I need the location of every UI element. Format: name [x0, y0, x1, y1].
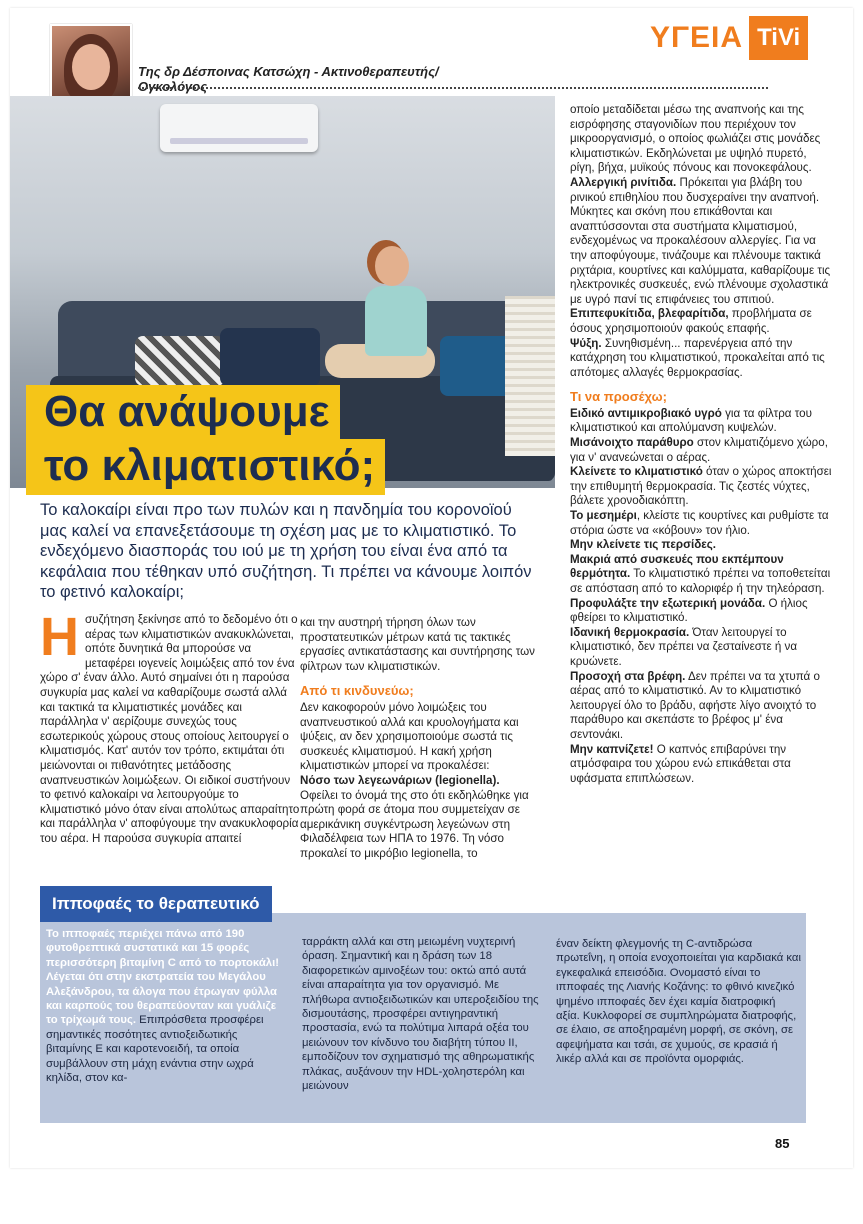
legionella-continued: οποίο μεταδίδεται μέσω της αναπνοής και της εισρόφησης σταγονιδίων που περιέχουν τον μικροοργανισμό, ο οποίος φωλιάζει στις μονάδες κλιματιστικών. Εκδηλώνεται με υψηλό πυρετό, ρίγη, βήχα, μυϊκούς πόνους και πονοκεφάλους.: [570, 103, 821, 175]
byline-author: Της δρ Δέσποινας Κατσώχη - Ακτινοθεραπευτής/Ογκολόγος: [138, 64, 439, 94]
drop-cap: Η: [40, 607, 79, 667]
body-column-3: [570, 103, 832, 786]
body-column-2: [300, 616, 552, 862]
tip-text: στον κλιματιζόμενο χώρο, για ν' ανανεώνεται ο αέρας.: [570, 436, 828, 464]
title-line-1: Θα ανάψουμε: [26, 385, 340, 441]
tip-item: [570, 743, 832, 787]
tip-text: για τα φίλτρα του κλιματιστικού και απολύμανση κυψελών.: [570, 406, 812, 435]
woman-body: [365, 286, 427, 356]
magazine-page: [10, 8, 853, 1168]
legionella-title: Νόσο των λεγεωνάριων (legionella).: [300, 773, 500, 787]
knitted-blanket: [505, 296, 555, 456]
tip-title: Προσοχή στα βρέφη.: [570, 669, 686, 683]
article-lead: Το καλοκαίρι είναι προ των πυλών και η πανδημία του κορονοϊού μας καλεί να επανεξετάσουμε τη σχέση μας με το κλιματιστικό. Το ενδεχόμενο διασποράς του ιού με τη χρήση του είναι ένα από τα κεφάλαια που τέθηκαν υπό συζήτηση. Τι πρέπει να κάνουμε λοιπόν το φετινό καλοκαίρι;: [40, 501, 532, 601]
tip-title: Μακριά από συσκευές που εκπέμπουν θερμότητα.: [570, 552, 784, 581]
care-heading: Τι να προσέχω;: [570, 389, 667, 405]
title-line-2: το κλιματιστικό;: [26, 439, 385, 495]
tip-title: Μην καπνίζετε!: [570, 742, 654, 756]
tip-item: [570, 436, 832, 465]
section-name: ΥΓΕΙΑ: [650, 21, 744, 54]
tip-text: όταν ο χώρος αποκτήσει την επιθυμητή θερμοκρασία. Τις ζεστές νύχτες, βάλετε χρονοδιακόπτη.: [570, 465, 832, 508]
tip-title: Προφυλάξτε την εξωτερική μονάδα.: [570, 596, 766, 610]
tip-item: [570, 407, 832, 436]
box-text-1: Επιπρόσθετα προσφέρει σημαντικές ποσότητες αντιοξειδωτικής βιταμίνης Ε και καροτενοειδή, τα οποία συμβάλλουν στη μάχη ενάντια στην ωχρά κηλίδα, στον κα-: [46, 1014, 264, 1085]
tip-item: [570, 509, 832, 538]
page-number: 85: [775, 1136, 790, 1151]
tip-title: Ιδανική θερμοκρασία.: [570, 625, 690, 639]
legionella-paragraph: [300, 774, 552, 862]
risks-heading: Από τι κινδυνεύω;: [300, 683, 414, 699]
box-column-2: ταρράκτη αλλά και στη μειωμένη νυχτερινή όραση. Σημαντική και η δράση των 18 διαφορετικών αμινοξέων του: οκτώ από αυτά είναι απαραίτητα για τον οργανισμό. Με πλήθωρα αντιοξειδωτικών και υπεροξειδίου της δισμουτάσης, προσφέρει αντιγηραντική προστασία, ενώ τα πολύτιμα λιπαρά οξέα του μειώνουν τον κίνδυνο του διαβήτη τύπου ΙΙ, εμποδίζουν τον σχηματισμό της αθηρωματικής πλάκας, αυξάνουν την HDL-χοληστερόλη και μειώνουν: [302, 936, 539, 1093]
magazine-logo: TiVi: [749, 16, 808, 60]
conjunctivitis-text: προβλήματα σε όσους χρησιμοποιούν φακούς επαφής.: [570, 307, 812, 335]
header-dotted-rule: [138, 87, 768, 89]
tip-text: , κλείστε τις κουρτίνες και ρυθμίστε τα στόρια ώστε να «κόβουν» τον ήλιο.: [570, 509, 829, 537]
rhinitis-title: Αλλεργική ρινίτιδα.: [570, 175, 677, 189]
tip-item: [570, 553, 832, 597]
tip-item: [570, 538, 832, 553]
body-column-1: [40, 607, 302, 847]
tip-title: Ειδικό αντιμικροβιακό υγρό: [570, 406, 722, 420]
box-column-1: [46, 927, 286, 1085]
tip-text: Δεν πρέπει να τα χτυπά ο αέρας από το κλιματιστικό. Αν το κλιματιστικό λειτουργεί όλο το βράδυ, αφήστε λίγο ανοιχτό το παράθυρο και σκεπάστε το βρέφος μ' ένα σεντονάκι.: [570, 669, 820, 741]
tip-text: Ο καπνός επιβαρύνει την ατμόσφαιρα του χώρου ενώ επικάθεται στα υφάσματα επιπλώσεων.: [570, 742, 791, 785]
navy-pillow: [220, 328, 320, 386]
tip-title: Μην κλείνετε τις περσίδες.: [570, 538, 717, 552]
woman-with-remote: [325, 246, 445, 406]
tip-title: Το μεσημέρι: [570, 509, 637, 523]
conjunctivitis-title: Επιπεφυκίτιδα, βλεφαρίτιδα,: [570, 307, 729, 321]
tip-text: Ο ήλιος φθείρει το κλιματιστικό.: [570, 596, 808, 625]
air-conditioner-unit: [160, 104, 318, 152]
sidebar-box: [40, 913, 806, 1123]
tip-item: [570, 465, 832, 509]
chill-title: Ψύξη.: [570, 336, 602, 350]
tip-title: Κλείνετε το κλιματιστικό: [570, 465, 703, 479]
tip-item: [570, 670, 832, 743]
body-text-1: συζήτηση ξεκίνησε από το δεδομένο ότι ο αέρας των κλιματιστικών ανακυκλώνεται, οπότε δυνητικά θα μπορούσε να μεταφέρει ιογενείς λοιμώξεις από τον ένα χώρο σ' έναν άλλο. Αυτό σημαίνει ότι η παρούσα συγκυρία μας καλεί να καθαρίζουμε σωστά αλλά και τακτικά τα κλιματιστικές μονάδες και παράλληλα ν' αερίζουμε συνεχώς τους εσωτερικούς χώρους στους οποίους λειτουργεί ο κλιματισμός. Κατ' αυτόν τον τρόπο, εκτιμάται ότι μειώνονται οι πιθανότητες μετάδοσης αναπνευστικών λοιμώξεων. Οι ειδικοί συστήνουν το φετινό καλοκαίρι να λειτουργούμε το κλιματιστικό μόνο όταν είναι απολύτως απαραίτητο και παράλληλα ν' αποφύγουμε την ανακυκλοφορία του αέρα. Η παρούσα συγκυρία απαιτεί: [40, 613, 300, 845]
body-text-2: και την αυστηρή τήρηση όλων των προστατευτικών μέτρων κατά τις τακτικές εργασίες αντικατάστασης και συντήρησης των φίλτρων των κλιματιστικών.: [300, 616, 535, 673]
section-tag: [650, 12, 808, 64]
article-title: [26, 385, 385, 495]
tip-text: Το κλιματιστικό πρέπει να τοποθετείται σε απόσταση από το καλοριφέρ ή την τηλεόραση.: [570, 567, 831, 595]
rhinitis-text: Πρόκειται για βλάβη του ρινικού επιθηλίου που δυσχεραίνει την αναπνοή. Μύκητες και σκόνη που επικάθονται και αναπτύσσονται στα συστήματα κλιματισμού, ενδεχομένως να προκαλέσουν αλλεργίες. Για να την αποφύγουμε, τινάζουμε και πλένουμε τακτικά ριχτάρια, κουρτίνες και καλύμματα, καθαρίζουμε τις ηλεκτρονικές συσκευές, ενώ πλένουμε σχολαστικά με υγρό πανί τις επιφάνειες του σπιτιού.: [570, 175, 831, 306]
sidebar-box-header: Ιπποφαές το θεραπευτικό: [40, 886, 272, 922]
legionella-text: Οφείλει το όνομά της στο ότι εκδηλώθηκε για πρώτη φορά σε άτομα που συμμετείχαν σε αμερικάνικη συγκέντρωση λεγεώνων στη Φιλαδέλφεια των ΗΠΑ το 1976. Τη νόσο προκαλεί το μικρόβιο legionella, το: [300, 788, 529, 860]
tip-title: Μισάνοιχτο παράθυρο: [570, 436, 694, 450]
author-face: [72, 44, 110, 90]
patterned-pillow: [135, 336, 225, 386]
chill-paragraph: [570, 337, 832, 381]
box-bold-intro: Το ιπποφαές περιέχει πάνω από 190 φυτοθρεπτικά συστατικά και 15 φορές περισσότερη βιταμίνη C από το πορτοκάλι! Λέγεται ότι στην εκστρατεία του Μεγάλου Αλεξάνδρου, τα άλογα που έτρωγαν φύλλα και καρπούς του θεραπεύονταν και γυάλιζε το τρίχωμά τους.: [46, 928, 279, 1027]
risks-intro: Δεν κακοφορούν μόνο λοιμώξεις του αναπνευστικού αλλά και κρυολογήματα και ψύξεις, αν δεν χρησιμοποιούμε σωστά τις συσκευές κλιματισμού. Η κακή χρήση κλιματιστικών μπορεί να προκαλέσει:: [300, 700, 519, 773]
rhinitis-paragraph: [570, 176, 832, 307]
tip-item: [570, 597, 832, 626]
tip-text: Όταν λειτουργεί το κλιματιστικό, δεν πρέπει να ζεσταίνεστε ή να κρυώνετε.: [570, 625, 798, 668]
box-column-3: έναν δείκτη φλεγμονής τη C-αντιδρώσα πρωτεΐνη, η οποία ενοχοποιείται για καρδιακά και εγκεφαλικά επεισόδια. Ονομαστό είναι το ιπποφαές της Λιανής Κοζάνης: το φθινό κινεζικό ψημένο ιπποφαές δεν έχει καμία διατροφική αξία. Κυκλοφορεί σε συμπληρώματα διατροφής, σε έλαιο, σε αποξηραμένη μορφή, σε σκόνη, σε αφεψήματα και τσάι, σε χυμούς, σε κρασιά ή λικέρ αλλά και σε προϊόντα ομορφιάς.: [556, 938, 801, 1066]
tip-item: [570, 626, 832, 670]
conjunctivitis-paragraph: [570, 307, 832, 336]
woman-head: [375, 246, 409, 286]
chill-text: Συνηθισμένη... παρενέργεια από την κατάχρηση του κλιματιστικού, προκαλείται από τις απότομες αλλαγές θερμοκρασίας.: [570, 336, 825, 379]
